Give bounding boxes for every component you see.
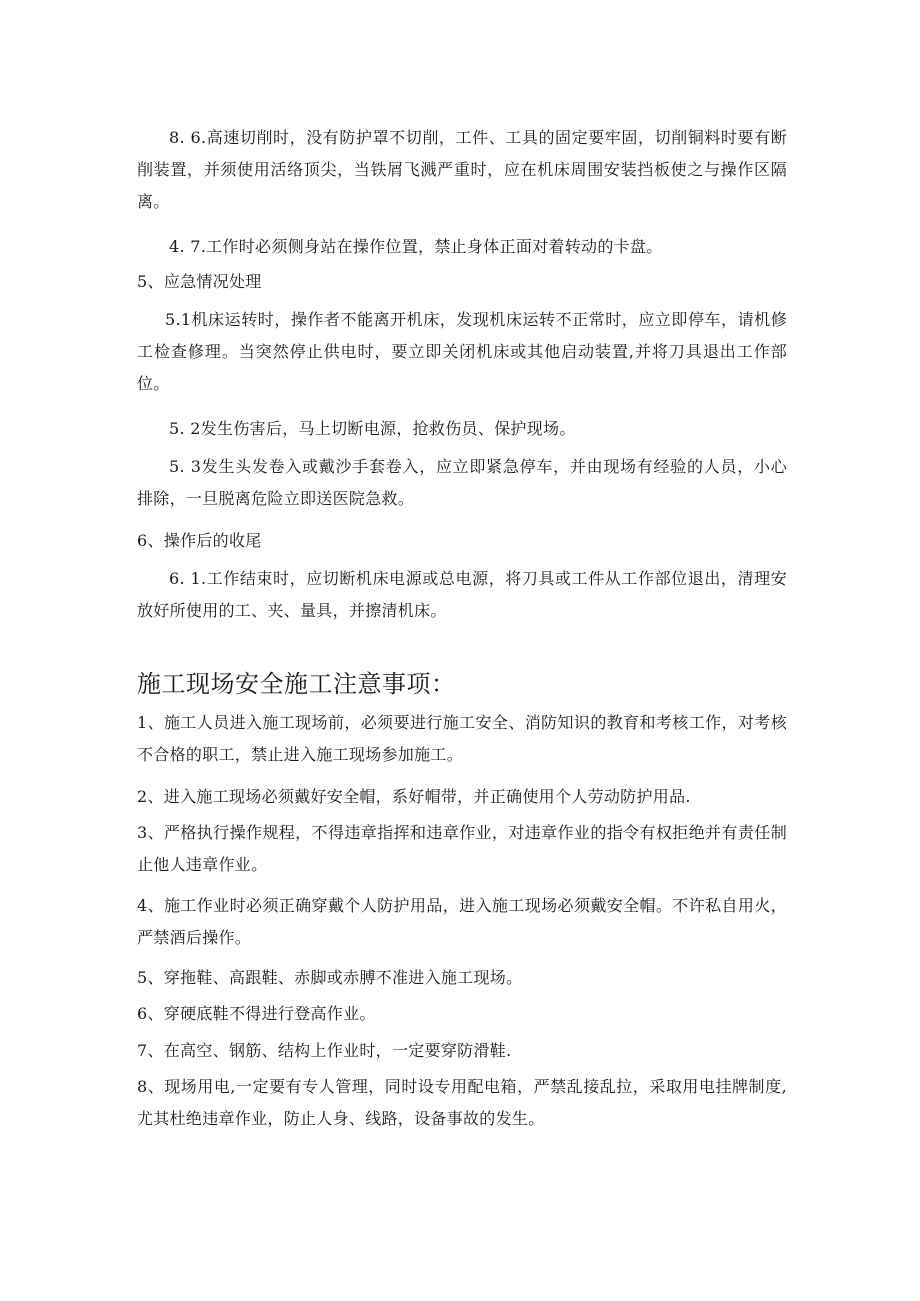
list-item: 2、进入施工现场必须戴好安全帽，系好帽带，并正确使用个人劳动防护用品.: [137, 787, 691, 806]
list-item: 3、严格执行操作规程，不得违章指挥和违章作业，对违章作业的指令有权拒绝并有责任制止他人违章作业。: [137, 823, 787, 874]
list-item: 4、施工作业时必须正确穿戴个人防护用品，进入施工现场必须戴安全帽。不许私自用火，严禁酒后操作。: [137, 896, 787, 947]
section-heading-6: 6、操作后的收尾: [137, 531, 262, 550]
page-title: 施工现场安全施工注意事项：: [137, 670, 456, 698]
paragraph-8-6: 8. 6.高速切削时，没有防护罩不切削，工件、工具的固定要牢固，切削铜料时要有断削装置，并须使用活络顶尖，当铁屑飞溅严重时，应在机床周围安装挡板使之与操作区隔离。: [137, 128, 787, 211]
list-item: 5、穿拖鞋、高跟鞋、赤脚或赤膊不准进入施工现场。: [137, 968, 523, 987]
paragraph-5-1: 5.1机床运转时，操作者不能离开机床，发现机床运转不正常时，应立即停车，请机修工检查修理。当突然停止供电时，要立即关闭机床或其他启动装置,并将刀具退出工作部位。: [137, 310, 787, 393]
list-item: 8、现场用电,一定要有专人管理，同时设专用配电箱，严禁乱接乱拉，采取用电挂牌制度,尤其杜绝违章作业，防止人身、线路，设备事故的发生。: [137, 1077, 787, 1128]
paragraph-5-2: 5. 2发生伤害后，马上切断电源，抢救伤员、保护现场。: [169, 419, 576, 438]
list-item: 1、施工人员进入施工现场前，必须要进行施工安全、消防知识的教育和考核工作，对考核不合格的职工，禁止进入施工现场参加施工。: [137, 713, 787, 764]
section-heading-5: 5、应急情况处理: [137, 272, 262, 291]
list-item: 7、在高空、钢筋、结构上作业时，一定要穿防滑鞋.: [137, 1041, 512, 1060]
list-item: 6、穿硬底鞋不得进行登高作业。: [137, 1004, 376, 1023]
paragraph-4-7: 4. 7.工作时必须侧身站在操作位置，禁止身体正面对着转动的卡盘。: [169, 237, 663, 256]
paragraph-6-1: 6. 1.工作结束时，应切断机床电源或总电源，将刀具或工件从工作部位退出，清理安放好所使用的工、夹、量具，并擦清机床。: [137, 569, 787, 620]
paragraph-5-3: 5. 3发生头发卷入或戴沙手套卷入，应立即紧急停车，并由现场有经验的人员，小心排除，一旦脱离危险立即送医院急救。: [137, 457, 787, 508]
